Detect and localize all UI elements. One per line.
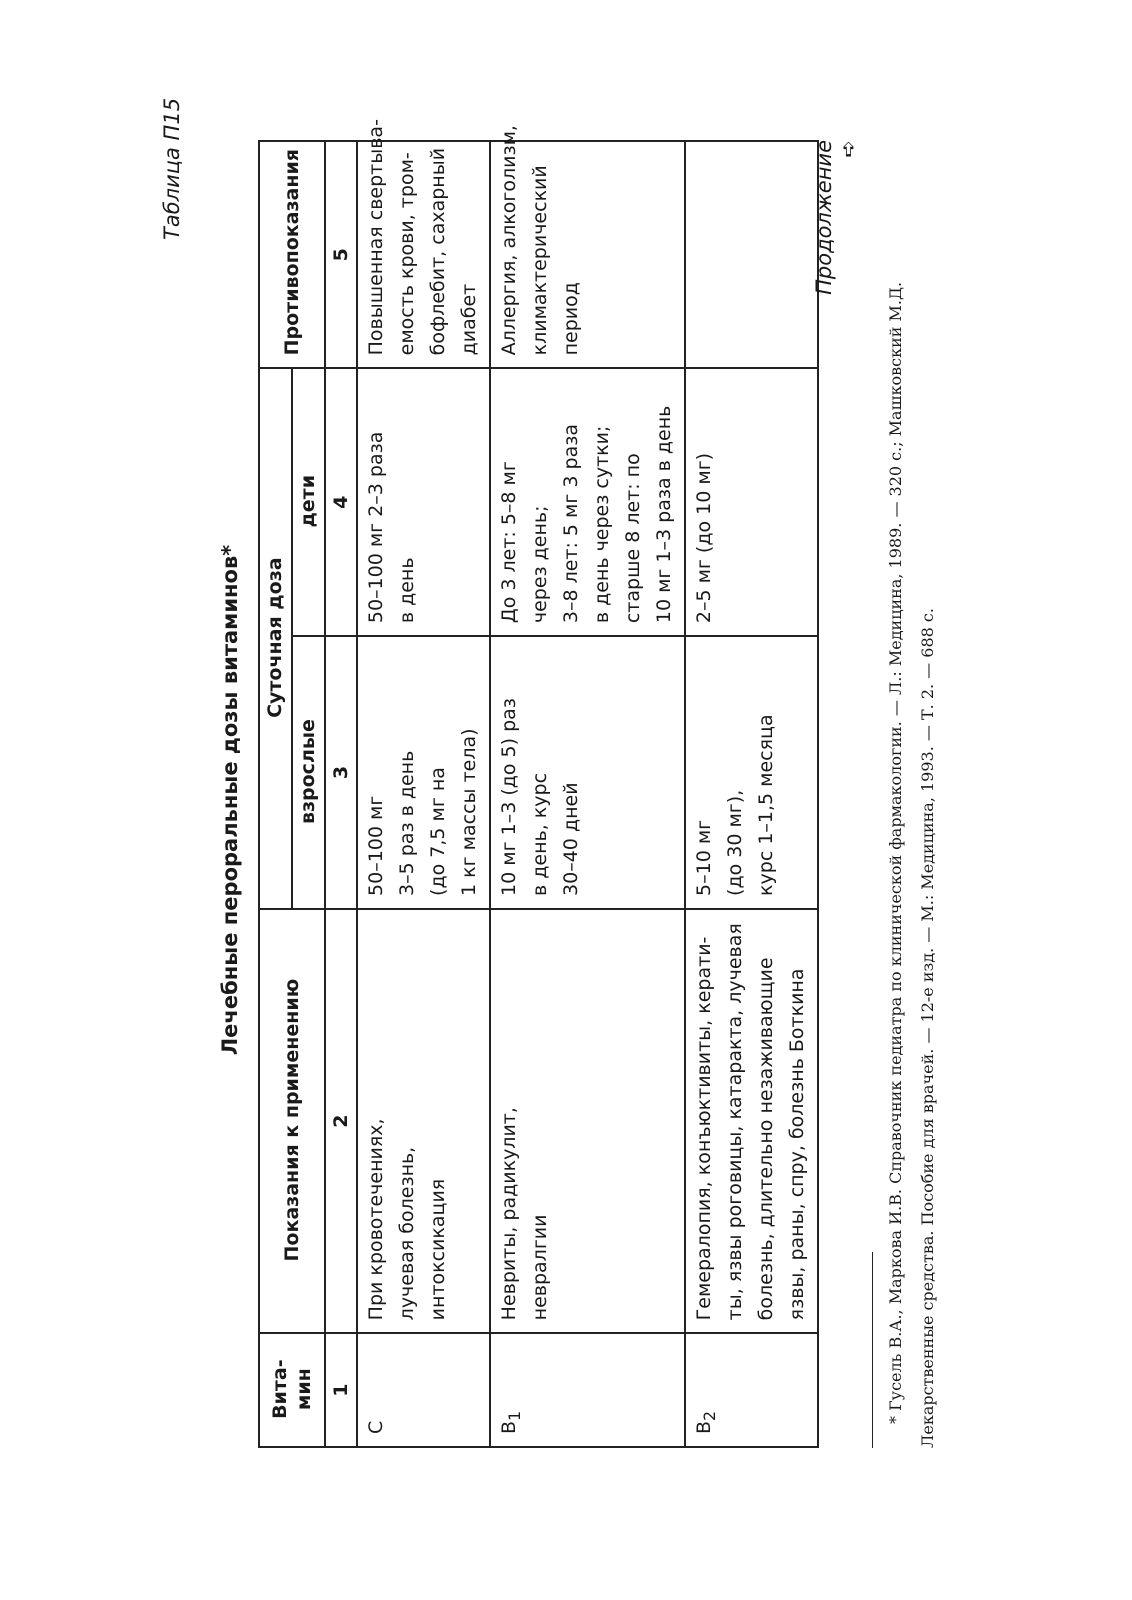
cell-text-line: До 3 лет: 5–8 мг [498, 461, 520, 624]
vitamin-cell [685, 1333, 818, 1447]
cell-text-line: Аллергия, алкоголизм, [498, 125, 520, 356]
cell-text-line: в день, курс [529, 772, 551, 896]
cell-text-line: 2–5 мг (до 10 мг) [693, 452, 715, 624]
cell-text-line: 5–10 мг [693, 819, 715, 896]
vitamin-name: B [498, 1420, 520, 1434]
cell-text-line: диабет [458, 283, 480, 356]
column-number: 4 [325, 368, 357, 636]
header-daily-dose: Суточная доза [259, 368, 292, 909]
header-contraindications: Противопоказания [259, 141, 325, 368]
indications-cell [490, 909, 685, 1333]
cell-text-line: (до 7,5 мг на [427, 767, 449, 896]
cell-text-line: емость крови, тром- [396, 152, 418, 356]
adults-dose-cell [490, 636, 685, 909]
children-dose-cell [685, 368, 818, 636]
cell-text-line: в день через сутки; [591, 425, 613, 624]
cell-text-line: 3–5 раз в день [396, 750, 418, 896]
indications-cell [685, 909, 818, 1333]
table-row [357, 141, 490, 1447]
cell-text-line: лучевая болезнь, [396, 1146, 418, 1321]
header-children: дети [292, 368, 325, 636]
cell-text-line: 1 кг массы тела) [458, 728, 480, 896]
vitamin-cell [490, 1333, 685, 1447]
column-number: 2 [325, 909, 357, 1333]
cell-text-line: язвы, раны, спру, болезнь Боткина [786, 968, 808, 1321]
contraindications-cell [357, 119, 490, 368]
cell-text-line: Гемералопия, конъюктивиты, керати- [693, 936, 715, 1321]
header-adults: взрослые [292, 636, 325, 909]
cell-text-line: в день [396, 557, 418, 624]
cell-text-line: курс 1–1,5 месяца [755, 714, 777, 896]
cell-text-line: бофлебит, сахарный [427, 147, 449, 356]
footnote-divider [872, 1252, 873, 1448]
vitamin-cell [357, 1333, 490, 1447]
cell-text-line: невралгии [529, 1214, 551, 1321]
vitamins-table [258, 119, 819, 1448]
cell-text-line: 50–100 мг 2–3 раза [365, 431, 387, 624]
vitamin-name: C [365, 1420, 387, 1434]
column-number: 1 [325, 1333, 357, 1447]
table-row [685, 141, 818, 1447]
cell-text-line: 50–100 мг [365, 795, 387, 896]
cell-text-line: старше 8 лет: по [622, 453, 644, 624]
cell-text-line: Невриты, радикулит, [498, 1107, 520, 1321]
contraindications-cell [685, 141, 818, 368]
page-title: Лечебные пероральные дозы витаминов* [218, 544, 242, 1056]
adults-dose-cell [685, 636, 818, 909]
cell-text-line: интоксикация [427, 1178, 449, 1321]
cell-text-line: период [560, 282, 582, 356]
table-row [490, 141, 685, 1447]
cell-text-line: ты, язвы роговицы, катаракта, лучевая [724, 923, 746, 1321]
adults-dose-cell [357, 636, 490, 909]
footnote-line: * Гусель В.А., Маркова И.В. Справочник педиатра по клинической фармакологии. — Л.: Медицина, 1989. — 320 с.; Машковский М.Д. [886, 281, 905, 1424]
header-indications: Показания к применению [259, 909, 325, 1333]
indications-cell [357, 909, 490, 1333]
header-vitamin: Вита- мин [259, 1333, 325, 1447]
vitamin-name: B [693, 1420, 715, 1434]
cell-text-line: Повышенная свертыва- [365, 119, 387, 356]
contraindications-cell [490, 125, 685, 368]
cell-text-line: через день; [529, 505, 551, 624]
cell-text-line: 10 мг 1–3 раза в день [653, 405, 675, 624]
column-numbers-row [325, 141, 357, 1447]
vitamin-subscript: 2 [699, 1410, 719, 1421]
cell-text-line: 30–40 дней [560, 782, 582, 896]
table-caption: Таблица П15 [160, 97, 184, 240]
vitamin-subscript: 1 [504, 1410, 524, 1421]
children-dose-cell [357, 368, 490, 636]
cell-text-line: климактерический [529, 165, 551, 356]
cell-text-line: болезнь, длительно незаживающие [755, 957, 777, 1321]
column-number: 3 [325, 636, 357, 909]
continuation-note: Продолжение ➪ [812, 140, 860, 295]
column-number: 5 [325, 141, 357, 368]
cell-text-line: 3–8 лет: 5 мг 3 раза [560, 424, 582, 624]
footnote [880, 140, 944, 1448]
cell-text-line: При кровотечениях, [365, 1118, 387, 1321]
cell-text-line: 10 мг 1–3 (до 5) раз [498, 698, 520, 896]
cell-text-line: (до 30 мг), [724, 789, 746, 896]
children-dose-cell [490, 368, 685, 636]
footnote-line: Лекарственные средства. Пособие для врачей. — 12-е изд. — М.: Медицина, 1993. — Т. 2. — 688 с. [918, 608, 937, 1448]
